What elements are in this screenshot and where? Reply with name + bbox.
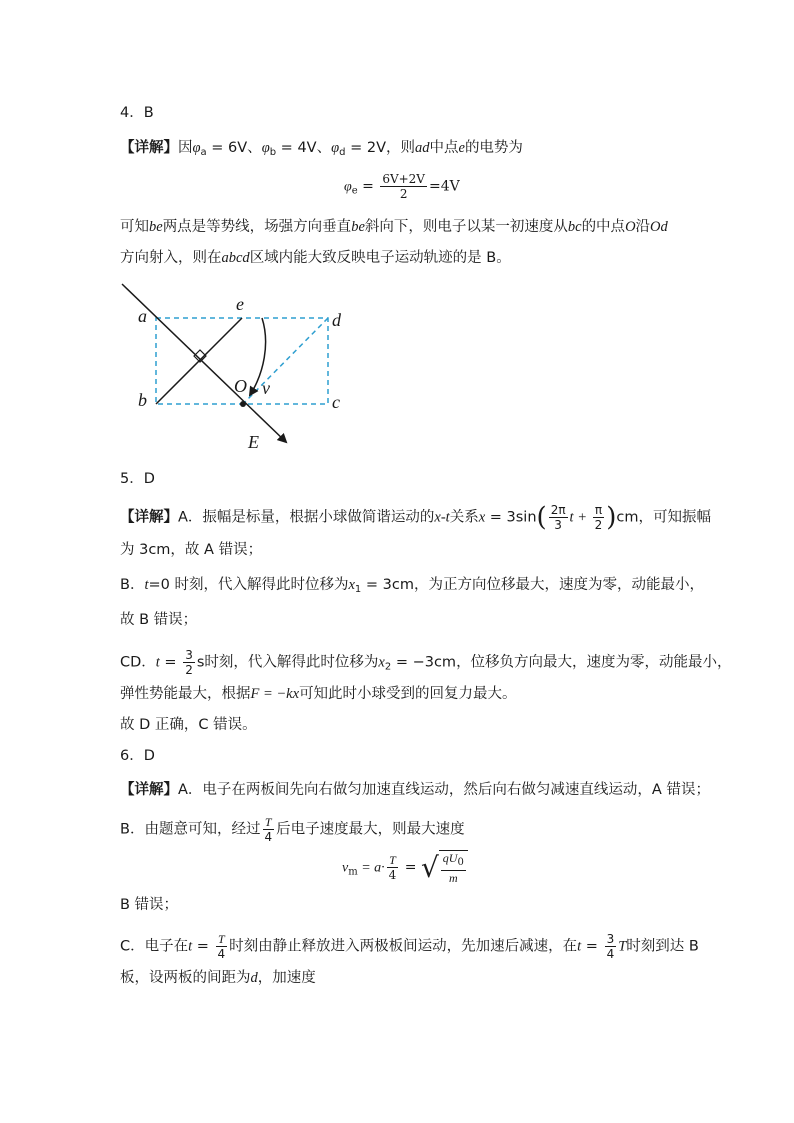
phi-symbol: φ: [192, 140, 201, 156]
q6-line-5: [120, 968, 316, 988]
fraction-denominator: 2: [594, 518, 603, 532]
fraction-numerator: qU: [442, 851, 458, 865]
q5-text: CD．: [120, 654, 156, 671]
phi-a-value: = 6V、: [206, 140, 262, 156]
q5-text: =0 时刻，代入解得此时位移为: [148, 577, 349, 593]
fraction: [262, 815, 274, 844]
fraction: [183, 648, 195, 677]
var-t: t: [144, 577, 149, 593]
q5-text: 可知此时小球受到的回复力最大。: [299, 686, 517, 702]
fraction-numerator: 6V+2V: [382, 172, 425, 186]
q4-text: 可知: [120, 219, 149, 235]
var-T: T: [618, 938, 627, 955]
q4-tag: 【详解】: [120, 140, 178, 156]
label-e: e: [236, 294, 244, 314]
fraction: [387, 853, 399, 882]
var-x: x: [348, 577, 355, 593]
x2-value: = −3cm: [391, 654, 457, 671]
fraction-numerator: T: [264, 815, 272, 829]
phi-sub-e: e: [351, 185, 358, 197]
sub-0: 0: [457, 857, 464, 868]
equals: =: [357, 178, 379, 195]
q5-text: 弹性势能最大，根据: [120, 686, 251, 702]
phi-sub-a: a: [200, 147, 207, 158]
phi-d-value: = 2V，则: [345, 140, 415, 156]
q4-text: 因: [178, 140, 193, 156]
fraction: [216, 932, 228, 961]
q5-text: ，位移负方向最大，速度为零，动能最小，: [456, 654, 732, 671]
var-t: t: [155, 654, 160, 671]
label-E: E: [248, 432, 259, 452]
restoring-force-formula: F = −kx: [250, 686, 300, 702]
q6-line-1: [120, 780, 710, 800]
q6-text: A．电子在两板间先向右做匀加速直线运动，然后向右做匀减速直线运动，A 错误；: [178, 782, 710, 798]
q4-line-4: [120, 248, 511, 268]
q6-line-4: [120, 932, 699, 961]
q5-line-4: 故 B 错误；: [120, 612, 198, 628]
var-t: t: [188, 938, 193, 955]
fraction-denominator: m: [448, 871, 458, 885]
q4-text: 的中点: [581, 219, 626, 235]
right-paren: ): [606, 502, 617, 533]
var-be: be: [351, 219, 365, 235]
fraction-numerator: T: [389, 853, 396, 867]
q4-equation: [344, 172, 460, 201]
label-d: d: [332, 310, 341, 330]
radical-sign: √: [420, 851, 439, 884]
label-v: v: [262, 378, 270, 398]
var-x: x: [478, 509, 486, 526]
var-O: O: [625, 219, 636, 235]
equals: =: [581, 938, 603, 955]
q6-text: 板，设两板的间距为: [120, 970, 251, 986]
q6-line-3: B 错误；: [120, 897, 179, 913]
q5-tag: 【详解】: [120, 509, 178, 526]
sin-term: = 3sin: [485, 509, 537, 526]
phi-symbol: φ: [331, 140, 340, 156]
q5-number: 5．D: [120, 471, 155, 487]
phi-symbol: φ: [261, 140, 270, 156]
equation-result: =4V: [428, 178, 460, 195]
fraction: [593, 503, 605, 532]
q6-text: 时刻由静止释放进入两极板间运动，先加速后减速，在: [229, 938, 578, 955]
q6-number: 6．D: [120, 748, 155, 764]
dashed-line-Od: [243, 318, 328, 404]
q4-number: 4．B: [120, 105, 154, 121]
phi-b-value: = 4V、: [276, 140, 332, 156]
q4-text: 方向射入，则在: [120, 250, 222, 266]
label-b: b: [138, 390, 147, 410]
var-xt: x-t: [434, 509, 450, 526]
field-diagram: [110, 278, 370, 458]
fraction-numerator: T: [218, 932, 225, 946]
q6-text: B．由题意可知，经过: [120, 821, 261, 838]
q6-text: 时刻到达 B: [626, 938, 699, 955]
var-Od: Od: [650, 219, 668, 235]
phi-sub-b: b: [269, 147, 277, 158]
q5-text: ，为正方向位移最大，速度为零，动能最小，: [413, 577, 704, 593]
q4-text: 两点是等势线，场强方向垂直: [162, 219, 352, 235]
fraction: [441, 851, 466, 885]
var-x: x: [378, 654, 385, 671]
sub-2: 2: [384, 661, 392, 673]
fraction-denominator: 3: [554, 518, 562, 532]
q4-text: 区域内能大致反映电子运动轨迹的是 B。: [249, 250, 511, 266]
q5-line-6: [120, 684, 517, 704]
q5-text: s时刻，代入解得此时位移为: [196, 654, 379, 671]
unit: cm: [616, 509, 639, 526]
fraction-denominator: 4: [606, 947, 615, 961]
q6-text: C．电子在: [120, 938, 189, 955]
fraction-numerator: 2π: [550, 503, 566, 517]
x1-value: = 3cm: [361, 577, 414, 593]
q6-equation: [342, 850, 468, 885]
var-abcd: abcd: [221, 250, 250, 266]
q5-text: ，可知振幅: [638, 509, 712, 526]
equation-part: = a·: [357, 860, 385, 876]
fraction-denominator: 4: [217, 947, 226, 961]
fraction: [605, 932, 617, 961]
square-root: [421, 850, 468, 885]
fraction-numerator: 3: [606, 932, 615, 946]
var-e: e: [458, 140, 465, 156]
q4-text: 沿: [635, 219, 651, 235]
var-t: t +: [569, 509, 591, 526]
q4-line-3: [120, 217, 668, 237]
left-paren: (: [536, 502, 547, 533]
phi-symbol: φ: [344, 179, 352, 195]
equals: =: [159, 654, 182, 671]
q5-text: B．: [120, 577, 145, 593]
fraction-denominator: 2: [185, 663, 193, 677]
q5-text: A．振幅是标量，根据小球做简谐运动的: [178, 509, 435, 526]
phi-sub-d: d: [339, 147, 346, 158]
q6-line-2: [120, 815, 465, 844]
fraction-denominator: 2: [399, 187, 408, 201]
var-v: v: [342, 860, 349, 876]
fraction-denominator: 4: [264, 830, 273, 844]
q4-text: 的电势为: [464, 140, 523, 156]
q5-line-2: 为 3cm，故 A 错误；: [120, 542, 263, 558]
sub-1: 1: [354, 584, 362, 595]
var-d: d: [250, 970, 258, 986]
equals: =: [400, 859, 421, 876]
var-be: be: [149, 219, 163, 235]
equals: =: [192, 938, 214, 955]
var-bc: bc: [567, 219, 582, 235]
q6-text: ，加速度: [257, 970, 316, 986]
var-ad: ad: [415, 140, 430, 156]
label-c: c: [332, 392, 340, 412]
label-a: a: [138, 306, 147, 326]
sub-m: m: [348, 866, 358, 878]
var-t: t: [577, 938, 582, 955]
label-O: O: [234, 376, 247, 396]
q5-line-3: [120, 575, 704, 600]
q4-line-1: [120, 138, 523, 163]
q5-text: 关系: [449, 509, 479, 526]
q4-text: 中点: [429, 140, 459, 156]
q6-tag: 【详解】: [120, 782, 178, 798]
q5-line-7: 故 D 正确，C 错误。: [120, 717, 257, 733]
fraction: [380, 172, 427, 201]
point-O: [240, 401, 246, 407]
fraction-denominator: 4: [388, 868, 397, 882]
fraction-numerator: 3: [185, 648, 193, 662]
q5-line-5: [120, 648, 732, 678]
q6-text: 后电子速度最大，则最大速度: [276, 821, 465, 838]
fraction-numerator: π: [594, 503, 603, 517]
q4-text: 斜向下，则电子以某一初速度从: [364, 219, 568, 235]
fraction: [549, 503, 568, 532]
q5-line-1: [120, 503, 711, 532]
